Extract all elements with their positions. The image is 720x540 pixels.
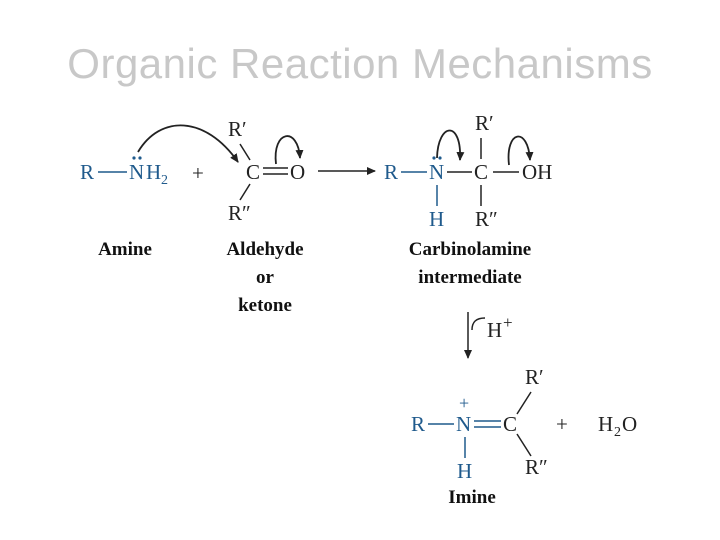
amine-hydrogen: H [146, 160, 162, 184]
catalyst-hydrogen: H [487, 318, 503, 342]
intermediate-hydroxyl: OH [522, 160, 553, 184]
label-carbinolamine: Carbinolamine [408, 239, 532, 260]
label-amine: Amine [98, 239, 152, 260]
amine-nitrogen: N [129, 160, 145, 184]
water-subscript: 2 [614, 425, 621, 440]
label-imine: Imine [448, 487, 496, 508]
label-intermediate: intermediate [418, 267, 522, 288]
imine-r-prime: R′ [525, 365, 544, 389]
amine-r-group: R [80, 160, 95, 184]
catalyst-hook [472, 318, 485, 330]
carbinolamine-structure [384, 111, 552, 231]
curved-arrow-nucleophilic-attack [138, 125, 238, 162]
intermediate-lone-pair-dot [438, 156, 441, 159]
intermediate-r-group: R [384, 160, 399, 184]
amine-lone-pair-dot [132, 156, 135, 159]
intermediate-lone-pair-dot [432, 156, 435, 159]
intermediate-hydrogen: H [429, 207, 445, 231]
intermediate-r-double-prime: R″ [475, 207, 498, 231]
label-aldehyde: Aldehyde [226, 239, 304, 260]
carbonyl-oxygen: O [290, 160, 306, 184]
water-hydrogen: H [598, 412, 614, 436]
water-oxygen: O [622, 412, 638, 436]
imine-top-bond [517, 392, 531, 414]
label-ketone: ketone [238, 295, 292, 316]
catalyst-charge: + [503, 313, 513, 332]
curved-arrow-lone-pair [437, 131, 460, 161]
amine-lone-pair-dot [138, 156, 141, 159]
label-or: or [256, 267, 274, 288]
product-plus-sign: + [556, 412, 568, 436]
reactant-plus-sign: + [192, 161, 204, 185]
imine-bottom-bond [517, 434, 531, 456]
imine-hydrogen: H [457, 459, 473, 483]
carbonyl-carbon: C [246, 160, 261, 184]
intermediate-carbon: C [474, 160, 489, 184]
slide-title: Organic Reaction Mechanisms [67, 40, 653, 87]
carbonyl-structure [228, 117, 305, 225]
imine-r-double-prime: R″ [525, 455, 548, 479]
amine-subscript: 2 [161, 173, 168, 188]
imine-positive-charge: + [459, 393, 470, 413]
acid-catalysis-step [468, 312, 513, 358]
carbonyl-top-bond [240, 144, 250, 160]
imine-r-group: R [411, 412, 426, 436]
amine-structure [80, 125, 238, 188]
intermediate-nitrogen: N [429, 160, 445, 184]
carbonyl-bottom-bond [240, 184, 250, 200]
carbonyl-r-prime: R′ [228, 117, 247, 141]
intermediate-r-prime: R′ [475, 111, 494, 135]
imine-nitrogen: N [456, 412, 472, 436]
water-molecule [598, 412, 637, 440]
imine-carbon: C [503, 412, 518, 436]
carbonyl-r-double-prime: R″ [228, 201, 251, 225]
imine-structure [411, 365, 548, 483]
